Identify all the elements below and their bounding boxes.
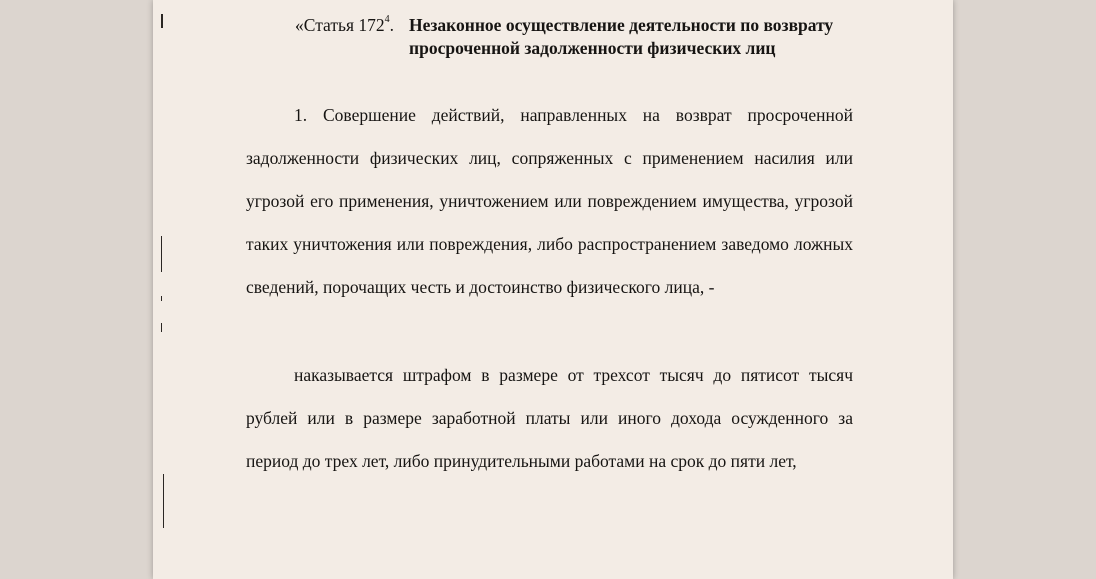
article-number (295, 14, 394, 37)
scan-artifact-mark (163, 474, 164, 528)
scan-artifact-mark (161, 323, 162, 332)
scan-artifact-mark (161, 14, 163, 28)
article-number-dot: . (389, 15, 395, 35)
scan-artifact-mark (161, 236, 162, 272)
paragraph-2: наказывается штрафом в размере от трехсот тысяч до пятисот тысяч рублей или в размере заработной платы или иного дохода осужденного за период до трех лет, либо принудительными работами на срок до пяти лет, (246, 365, 853, 471)
paragraph-1: 1. Совершение действий, направленных на возврат просроченной задолженности физических лиц, сопряженных с применением насилия или угрозой его применения, уничтожением или повреждением имущества, угрозой таких уничтожения или повреждения, либо распространением заведомо ложных сведений, порочащих честь и достоинство физического лица, - (246, 105, 853, 297)
scan-artifact-mark (161, 296, 162, 301)
document-page (153, 0, 953, 579)
article-label: «Статья 172 (295, 15, 385, 35)
article-superscript: 4 (384, 14, 390, 26)
article-title: Незаконное осуществление деятельности по возврату просроченной задолженности физических лиц (409, 15, 834, 58)
